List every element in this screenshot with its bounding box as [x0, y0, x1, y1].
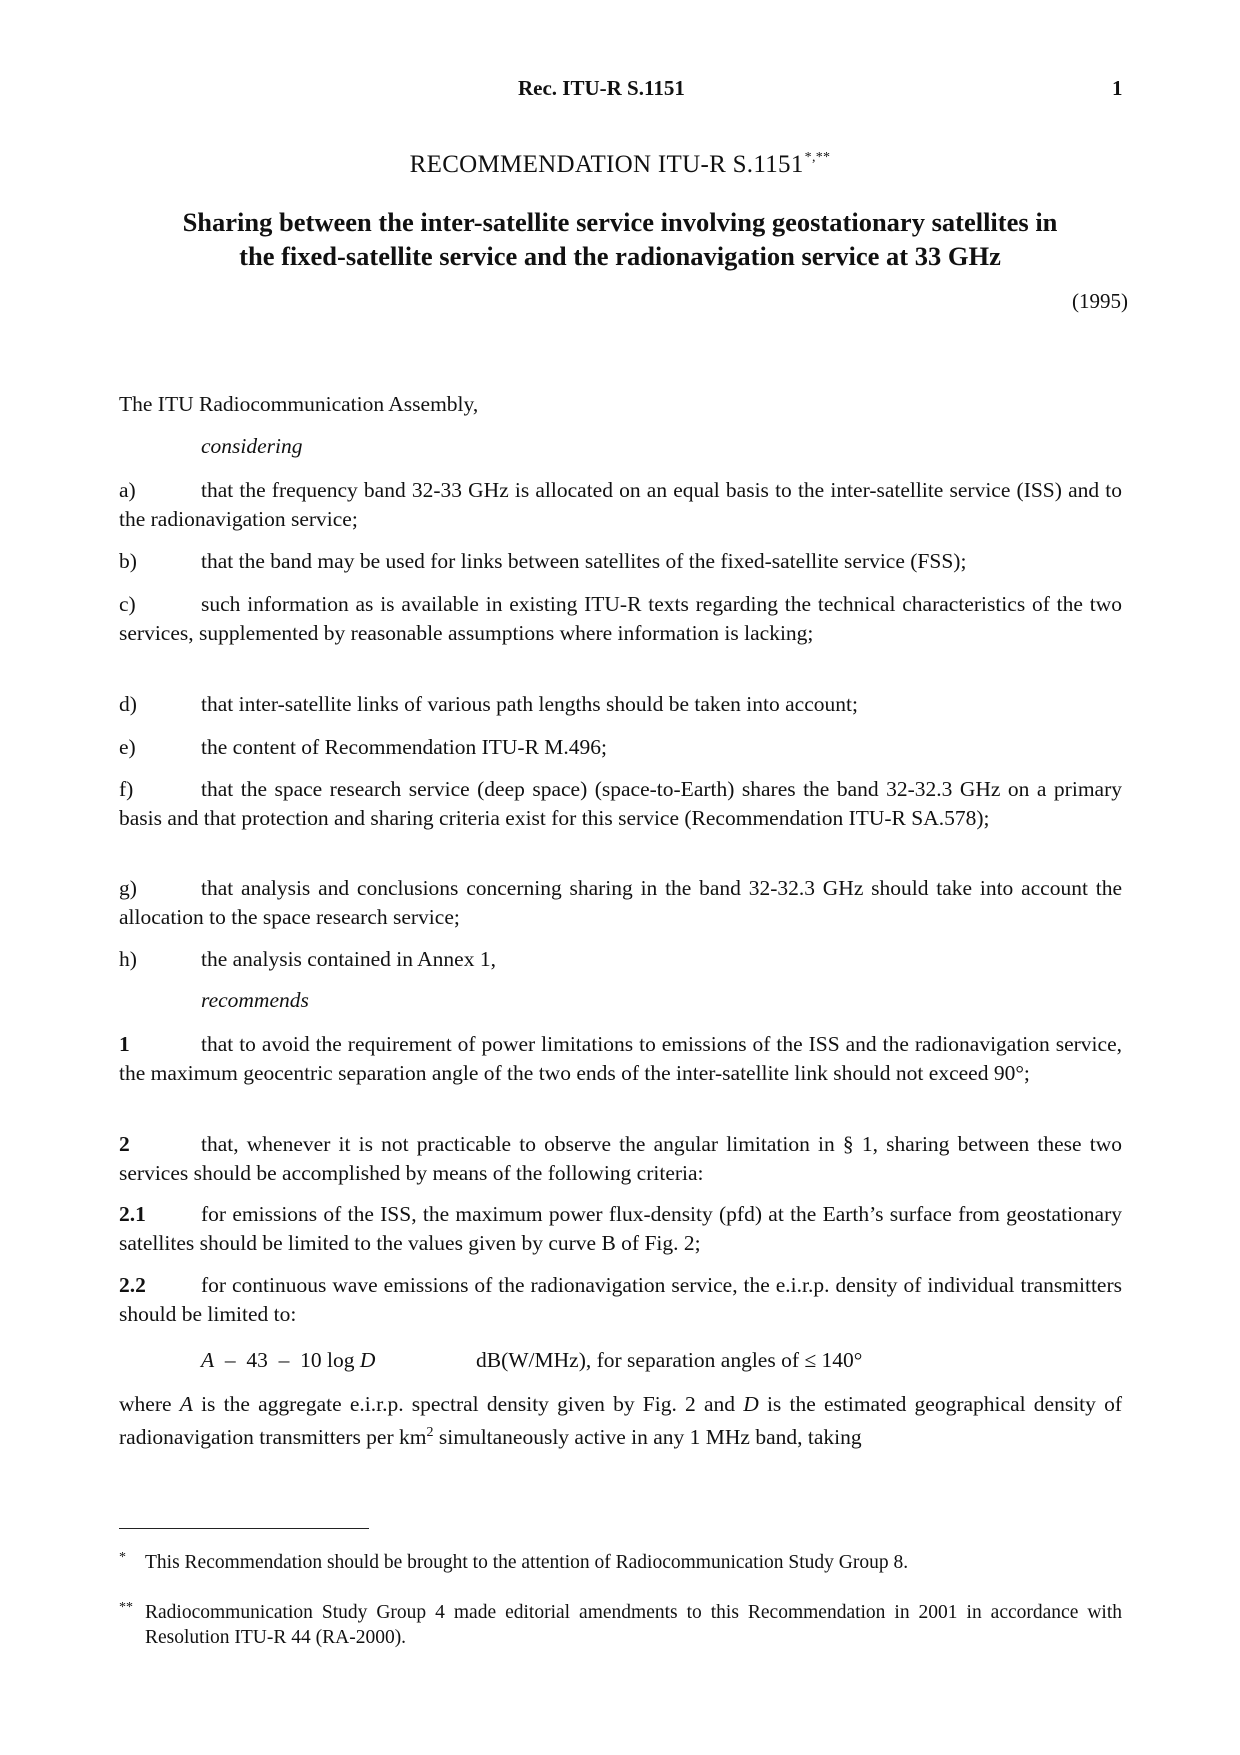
closing-var-d: D: [743, 1392, 759, 1416]
footnote-separator: [119, 1528, 369, 1529]
closing-text-4: simultaneously active in any 1 MHz band, taking: [433, 1424, 862, 1449]
formula-middle: – 43 – 10 log: [214, 1348, 360, 1372]
item-tag: 2: [119, 1132, 130, 1156]
item-text: that the frequency band 32-33 GHz is allocated on an equal basis to the inter-satellite service (ISS) and to the radionavigation service;: [119, 478, 1122, 531]
recommends-item-2-2: [119, 1271, 1122, 1328]
footnote-mark: *: [119, 1550, 126, 1565]
year: (1995): [1072, 289, 1128, 313]
considering-item-h: [119, 945, 1122, 974]
item-tag: 1: [119, 1032, 130, 1056]
item-tag: g): [119, 876, 137, 900]
item-tag: 2.2: [119, 1273, 146, 1297]
item-text: that analysis and conclusions concerning sharing in the band 32-32.3 GHz should take into account the allocation to the space research service;: [119, 876, 1122, 929]
recommendation-title: [0, 150, 1240, 179]
main-title-line-1: Sharing between the inter-satellite service involving geostationary satellites in: [182, 207, 1058, 237]
footnote-text: Radiocommunication Study Group 4 made editorial amendments to this Recommendation in 2001 in accordance with Resolution ITU-R 44 (RA-2000).: [145, 1602, 1122, 1648]
formula-var-a: A: [201, 1348, 215, 1372]
assembly-intro: The ITU Radiocommunication Assembly,: [119, 392, 479, 416]
item-tag: d): [119, 692, 137, 716]
item-text: that to avoid the requirement of power limitations to emissions of the ISS and the radionavigation service, the maximum geocentric separation angle of the two ends of the inter-satellite link should not exceed 90°;: [119, 1032, 1122, 1085]
main-title-line-2: the fixed-satellite service and the radionavigation service at 33 GHz: [239, 241, 1001, 271]
item-text: that the band may be used for links between satellites of the fixed-satellite service (FSS);: [201, 549, 967, 573]
item-text: for emissions of the ISS, the maximum power flux-density (pfd) at the Earth’s surface from geostationary satellites should be limited to the values given by curve B of Fig. 2;: [119, 1202, 1122, 1255]
item-tag: h): [119, 947, 137, 971]
item-text: for continuous wave emissions of the radionavigation service, the e.i.r.p. density of individual transmitters should be limited to:: [119, 1273, 1122, 1326]
recommends-item-1: [119, 1030, 1122, 1087]
considering-item-c: [119, 590, 1122, 647]
running-header-title: Rec. ITU-R S.1151: [518, 76, 685, 100]
item-text: such information as is available in existing ITU-R texts regarding the technical characteristics of the two services, supplemented by reasonable assumptions where information is lacking;: [119, 592, 1122, 645]
considering-item-f: [119, 775, 1122, 832]
recommendation-number: RECOMMENDATION ITU-R S.1151: [409, 151, 804, 178]
closing-var-a: A: [179, 1392, 193, 1416]
footnote-mark: **: [119, 1600, 133, 1615]
considering-item-d: [119, 690, 1122, 719]
page-number: 1: [1112, 76, 1123, 100]
recommends-item-2-1: [119, 1200, 1122, 1257]
footnote-text: This Recommendation should be brought to the attention of Radiocommunication Study Group 8.: [145, 1552, 909, 1573]
main-title: [100, 205, 1140, 273]
item-tag: e): [119, 735, 136, 759]
item-text: that inter-satellite links of various path lengths should be taken into account;: [201, 692, 858, 716]
item-tag: f): [119, 777, 134, 801]
formula-unit-text: dB(W/MHz), for separation angles of ≤ 140°: [476, 1348, 863, 1372]
footnote-marks: *,**: [804, 150, 831, 165]
item-text: that the space research service (deep space) (space-to-Earth) shares the band 32-32.3 GHz on a primary basis and that protection and sharing criteria exist for this service (Recommendation ITU-R SA.578);: [119, 777, 1122, 830]
closing-text-3: is the estimated geographical density of radionavigation transmitters per km: [119, 1392, 1122, 1449]
considering-item-g: [119, 874, 1122, 931]
closing-text-1: where: [119, 1392, 180, 1416]
considering-heading: considering: [201, 434, 303, 458]
footnote-2: [119, 1600, 1122, 1650]
closing-text-2: is the aggregate e.i.r.p. spectral density given by Fig. 2 and: [192, 1392, 744, 1416]
item-tag: a): [119, 478, 136, 502]
considering-item-b: [119, 547, 1122, 576]
footnote-1: [119, 1550, 1122, 1575]
formula-expression: [201, 1348, 476, 1373]
considering-item-a: [119, 476, 1122, 533]
formula-var-d: D: [359, 1348, 376, 1372]
closing-superscript: 2: [426, 1424, 434, 1440]
item-text: the content of Recommendation ITU-R M.496;: [201, 735, 608, 759]
item-tag: 2.1: [119, 1202, 146, 1226]
closing-paragraph: [119, 1390, 1122, 1451]
recommends-heading: recommends: [201, 988, 309, 1012]
considering-item-e: [119, 733, 1122, 762]
item-text: that, whenever it is not practicable to observe the angular limitation in § 1, sharing between these two services should be accomplished by means of the following criteria:: [119, 1132, 1122, 1185]
item-text: the analysis contained in Annex 1,: [201, 947, 496, 971]
item-tag: c): [119, 592, 136, 616]
item-tag: b): [119, 549, 137, 573]
recommends-item-2: [119, 1130, 1122, 1187]
eirp-formula: [201, 1348, 862, 1373]
